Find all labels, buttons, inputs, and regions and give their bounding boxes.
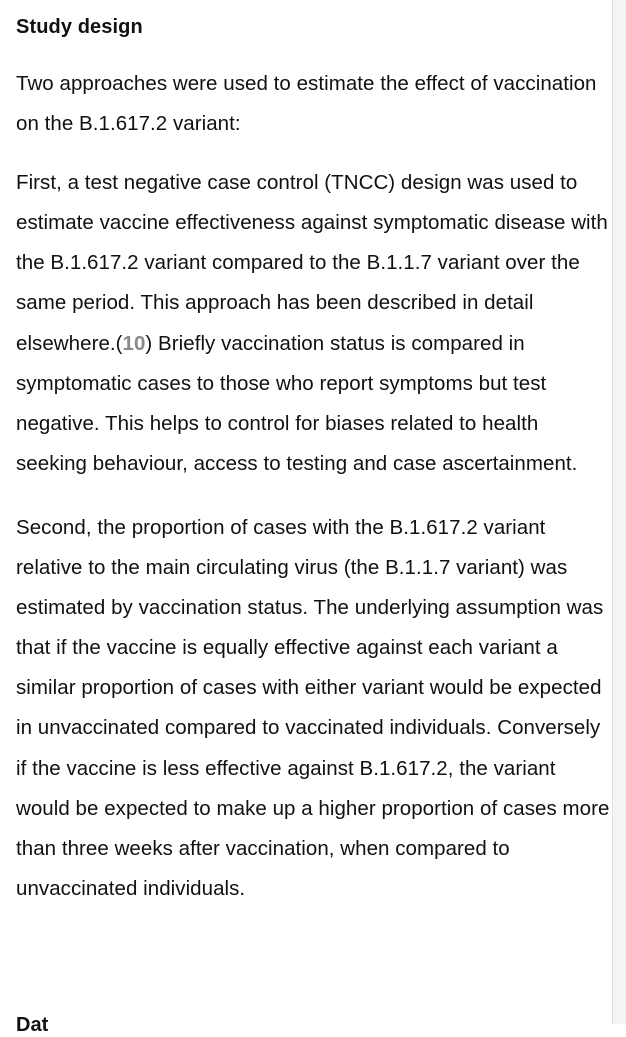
reference-link[interactable]: 10 [122,331,146,355]
intro-paragraph: Two approaches were used to estimate the effect of vaccination on the B.1.617.2 variant: [16,72,597,136]
section-heading: Study design [16,16,143,38]
first-approach-text-start: First, a test negative case control (TNCC) design was used to estimate vaccine effectiveness against symptomatic disease with the B.1.617.2 variant compared to the B.1.1.7 variant over the same period. This approach has been described in detail elsewhere.( [16,171,608,355]
second-approach-paragraph: Second, the proportion of cases with the B.1.617.2 variant relative to the main circulating virus (the B.1.1.7 variant) was estimated by vaccination status. The underlying assumption was that if the vaccine is equally effective against each variant a similar proportion of cases with either variant would be expected in unvaccinated compared to vaccinated individuals. Conversely if the vaccine is less effective against B.1.617.2, the variant would be expected to make up a higher proportion of cases more than three weeks after vaccination, when compared to unvaccinated individuals. [16,515,610,900]
first-approach-paragraph [16,163,612,484]
article-body [16,0,612,1036]
first-approach-text-end: ) Briefly vaccination status is compared in symptomatic cases to those who report symptoms but test negative. This helps to control for biases related to health seeking behaviour, access to testing and case ascertainment. [16,331,578,475]
scrollbar[interactable] [612,0,626,1024]
next-section-heading: Dat [16,1014,49,1036]
